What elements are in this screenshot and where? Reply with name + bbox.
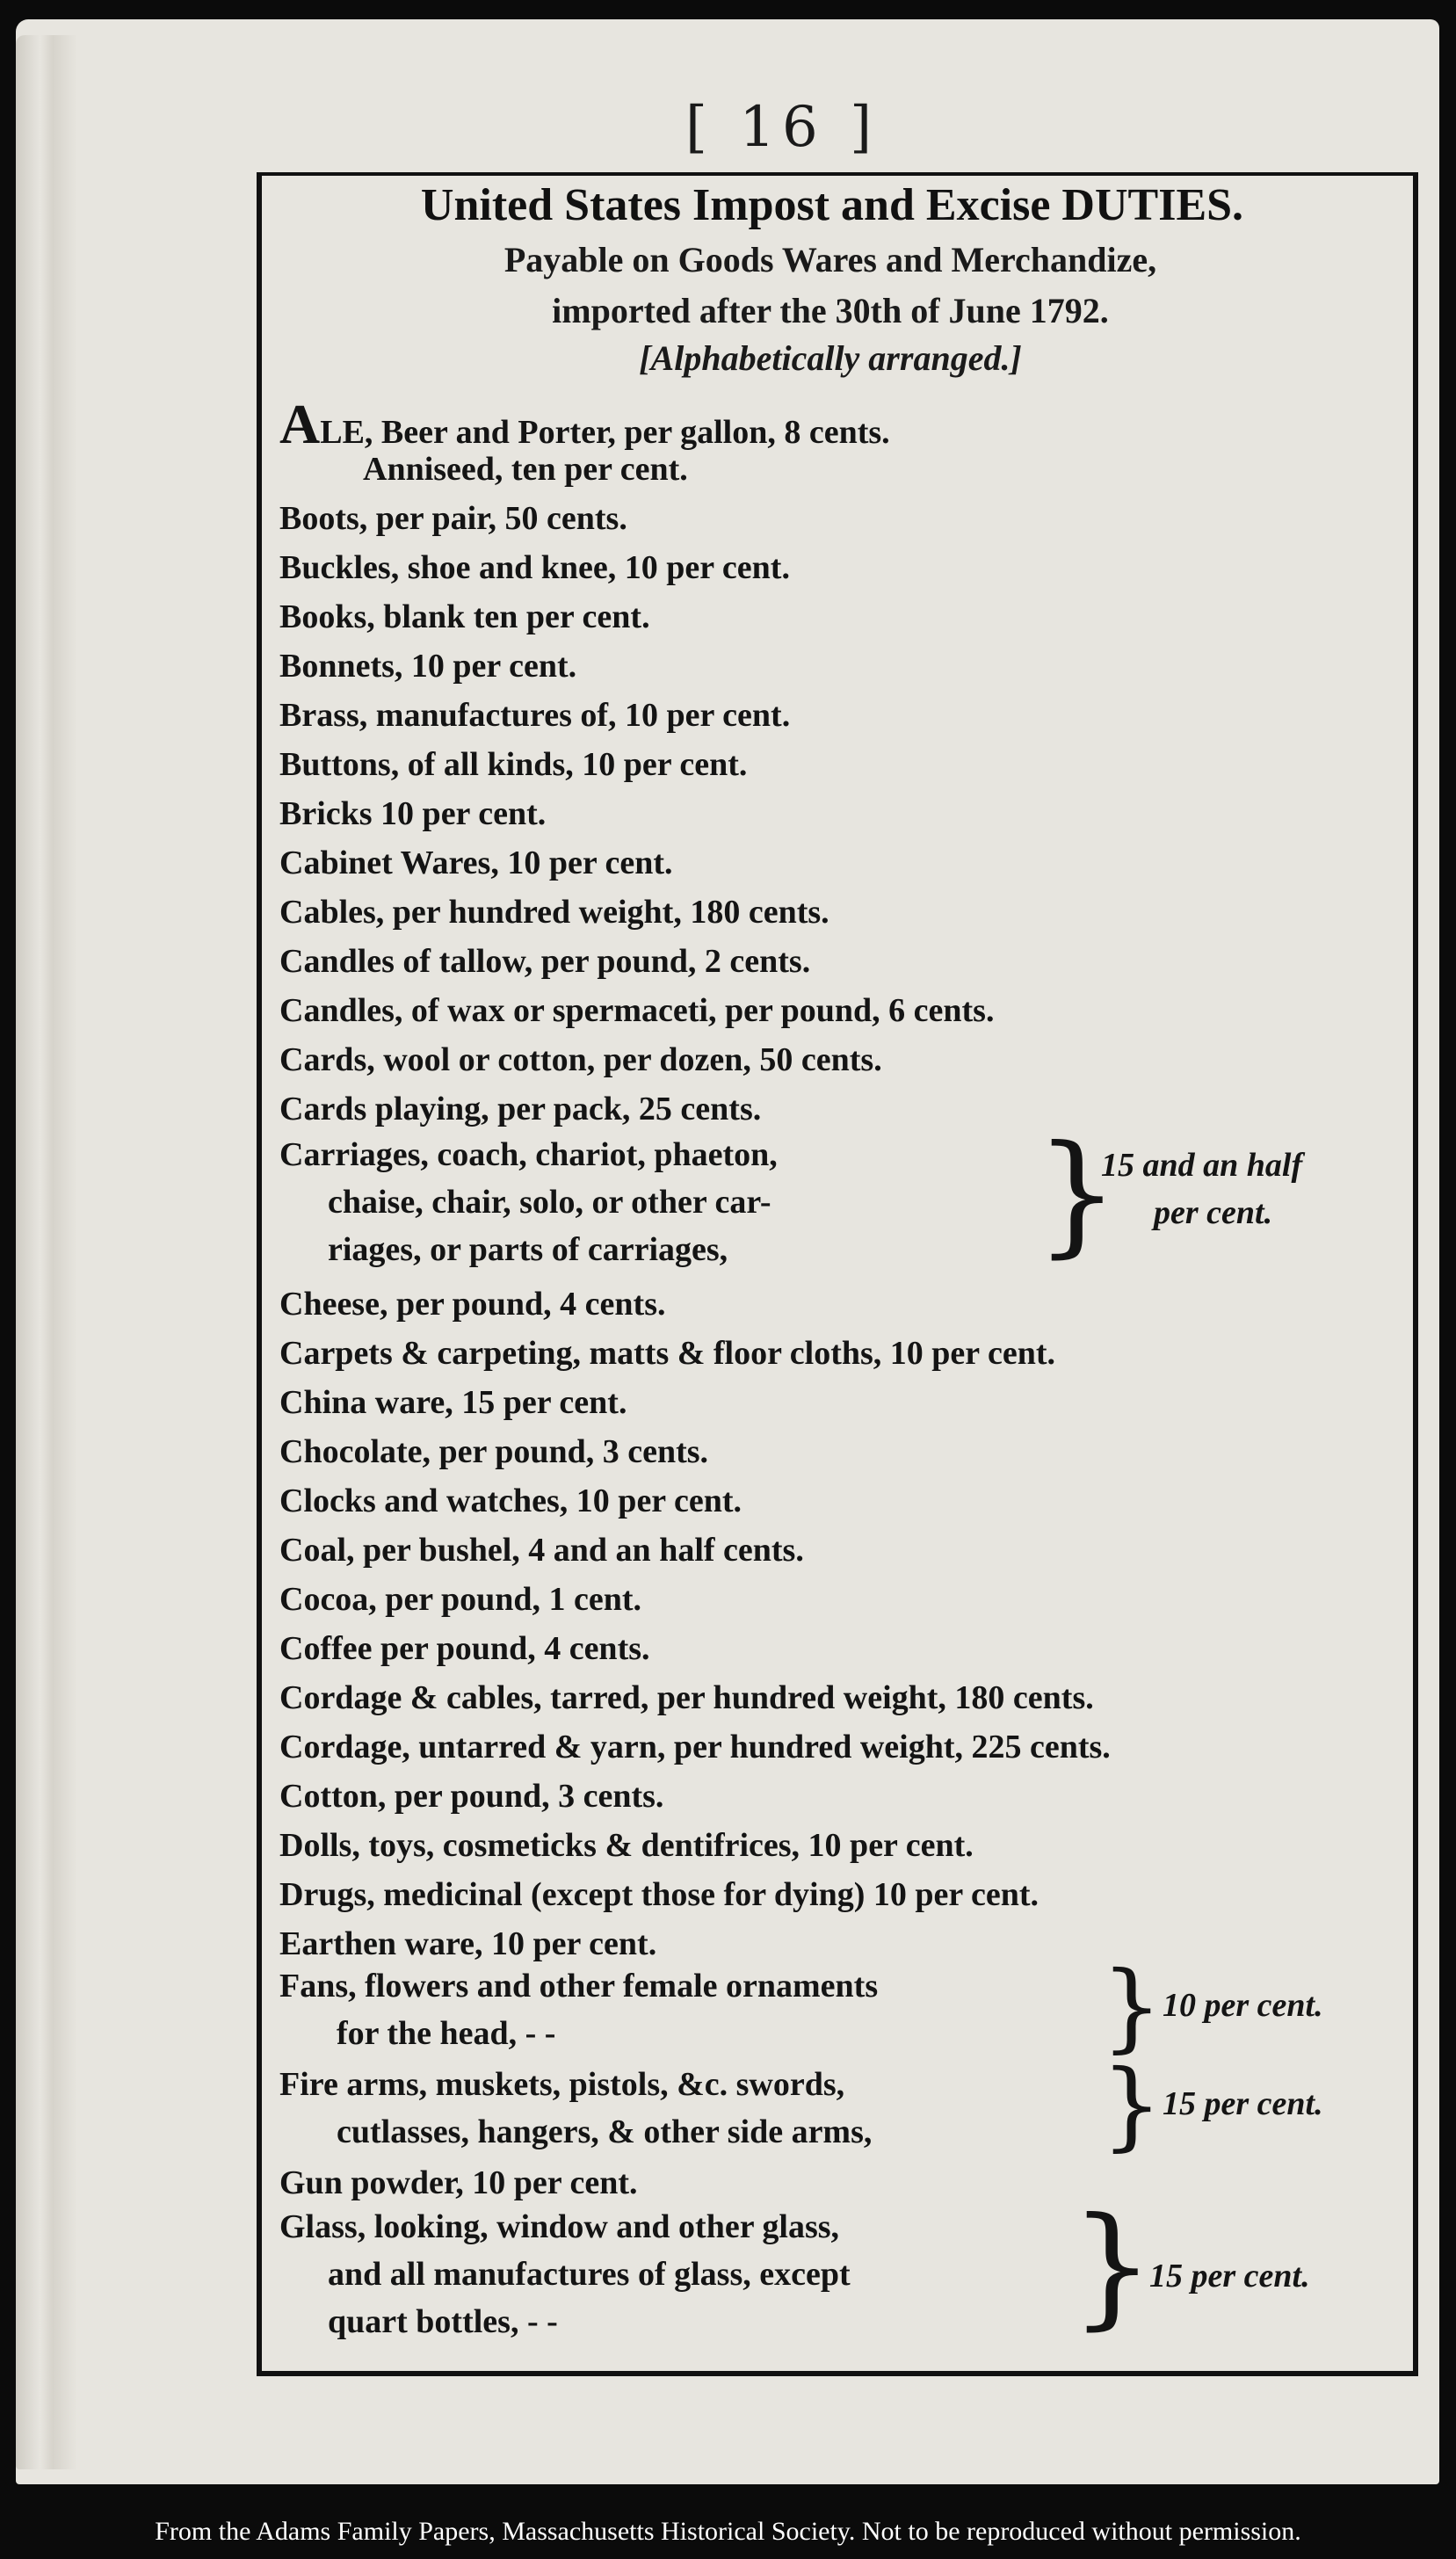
fans-rate: 10 per cent. (1163, 1987, 1323, 2024)
duty-entry: Books, blank ten per cent. (279, 598, 650, 635)
firearms-rate: 15 per cent. (1163, 2085, 1323, 2122)
duty-entry: Cables, per hundred weight, 180 cents. (279, 894, 829, 931)
entry-ale (279, 393, 1395, 455)
subtitle-line-1: Payable on Goods Wares and Merchandize, (503, 240, 1157, 279)
duty-entry: Coal, per bushel, 4 and an half cents. (279, 1532, 804, 1569)
carriages-line-2: chaise, chair, solo, or other car- (328, 1184, 771, 1221)
page-edge (16, 35, 77, 2469)
duty-entry: Candles of tallow, per pound, 2 cents. (279, 943, 811, 980)
duty-entry: Carpets & carpeting, matts & floor cloths, 10 per cent. (279, 1335, 1055, 1372)
firearms-line-1: Fire arms, muskets, pistols, &c. swords, (279, 2066, 845, 2103)
glass-line-1: Glass, looking, window and other glass, (279, 2208, 840, 2245)
archive-credit-footer: From the Adams Family Papers, Massachusetts Historical Society. Not to be reproduced without permission. (155, 2517, 1301, 2546)
glass-line-2: and all manufactures of glass, except (328, 2256, 851, 2293)
duty-entry: Candles, of wax or spermaceti, per pound, 6 cents. (279, 992, 995, 1029)
duty-entry: Cheese, per pound, 4 cents. (279, 1286, 666, 1323)
brace-glyph: } (1070, 2190, 1155, 2343)
duty-entry: Coffee per pound, 4 cents. (279, 1630, 650, 1667)
brace-glyph: } (1101, 1950, 1163, 2062)
firearms-group (279, 2048, 1404, 2164)
duty-entry: Brass, manufactures of, 10 per cent. (279, 697, 791, 734)
duty-entry: Earthen ware, 10 per cent. (279, 1925, 657, 1962)
fans-line-2: for the head, - - (337, 2015, 556, 2052)
duty-entry: Bonnets, 10 per cent. (279, 648, 577, 685)
duty-entry: Cocoa, per pound, 1 cent. (279, 1581, 642, 1618)
firearms-line-2: cutlasses, hangers, & other side arms, (337, 2113, 873, 2150)
drop-cap: A (279, 393, 321, 455)
document-title: United States Impost and Excise DUTIES. (420, 180, 1244, 230)
duty-entry: Boots, per pair, 50 cents. (279, 500, 627, 537)
duty-entry: Dolls, toys, cosmeticks & dentifrices, 10 per cent. (279, 1827, 974, 1864)
brace-glyph: } (1035, 1118, 1119, 1271)
subtitle-line-3: [Alphabetically arranged.] (639, 338, 1022, 378)
duty-entry: Buttons, of all kinds, 10 per cent. (279, 746, 748, 783)
duty-entry: Clocks and watches, 10 per cent. (279, 1482, 742, 1519)
page-number: [ 16 ] (685, 95, 880, 160)
carriages-rate-2: per cent. (1154, 1194, 1273, 1231)
carriages-line-1: Carriages, coach, chariot, phaeton, (279, 1136, 778, 1173)
carriages-rate-1: 15 and an half (1101, 1147, 1303, 1184)
duty-entry: Gun powder, 10 per cent. (279, 2164, 638, 2201)
carriages-line-3: riages, or parts of carriages, (328, 1231, 728, 1268)
carriages-group (279, 1118, 1404, 1285)
entry-ale-text: LE, Beer and Porter, per gallon, 8 cents. (320, 414, 890, 451)
duty-entry: Drugs, medicinal (except those for dying) 10 per cent. (279, 1876, 1039, 1913)
glass-line-3: quart bottles, - - (328, 2303, 558, 2340)
duty-entry: Cordage, untarred & yarn, per hundred weight, 225 cents. (279, 1729, 1111, 1765)
duty-entry: Buckles, shoe and knee, 10 per cent. (279, 549, 790, 586)
duty-entry: Anniseed, ten per cent. (363, 451, 688, 488)
duty-entry: Cabinet Wares, 10 per cent. (279, 845, 673, 881)
glass-group (279, 2190, 1404, 2357)
fans-line-1: Fans, flowers and other female ornaments (279, 1968, 879, 2004)
duty-entry: Cordage & cables, tarred, per hundred weight, 180 cents. (279, 1679, 1094, 1716)
duty-entry: Cards, wool or cotton, per dozen, 50 cents. (279, 1041, 882, 1078)
duty-entry: Bricks 10 per cent. (279, 795, 547, 832)
subtitle-line-2: imported after the 30th of June 1792. (552, 291, 1109, 330)
duty-entry: Cotton, per pound, 3 cents. (279, 1778, 664, 1815)
fans-group (279, 1950, 1404, 2065)
brace-glyph: } (1101, 2048, 1163, 2161)
duty-entry: Chocolate, per pound, 3 cents. (279, 1433, 709, 1470)
glass-rate: 15 per cent. (1149, 2258, 1310, 2294)
duty-entry: Cards playing, per pack, 25 cents. (279, 1091, 762, 1127)
duty-entry: China ware, 15 per cent. (279, 1384, 627, 1421)
